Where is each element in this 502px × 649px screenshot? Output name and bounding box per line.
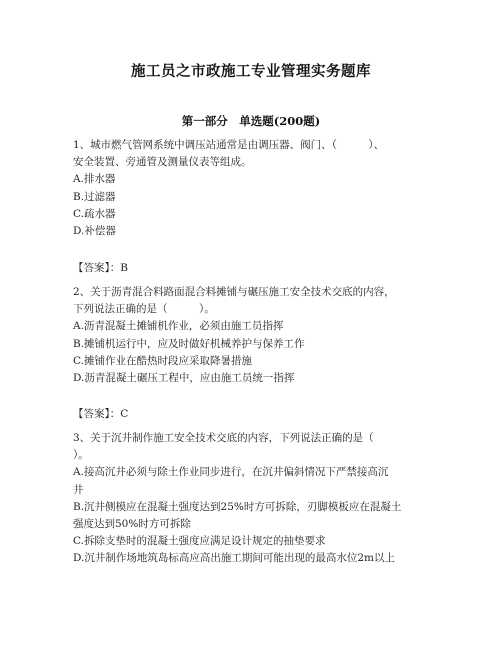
question-3-stem-line-1: 3、关于沉井制作施工安全技术交底的内容，下列说法正确的是（ [73,432,374,444]
question-2-option-c: C.摊铺作业在酷热时段应采取降暑措施 [73,354,252,367]
question-1-option-d: D.补偿器 [73,225,116,238]
question-3-stem-line-2: ）。 [73,449,89,462]
question-3-option-b-line-2: 强度达到50%时方可拆除 [73,518,191,531]
section-title: 第一部分 单选题(200题) [181,114,321,128]
question-3-option-d: D.沉井制作场地筑岛标高应高出施工期间可能出现的最高水位2m以上 [73,552,396,565]
question-2-stem-line-1: 2、关于沥青混合料路面混合料摊铺与碾压施工安全技术交底的内容， [73,286,395,298]
question-3-option-c: C.拆除支垫时的混凝土强度应满足设计规定的抽垫要求 [73,535,326,548]
question-1-option-c: C.疏水器 [73,207,116,220]
question-1-stem-line-2: 安全装置、旁通管及测量仪表等组成。 [73,156,252,169]
question-1-option-a: A.排水器 [73,173,116,186]
question-1-answer: 【答案】：B [73,262,128,274]
question-2-option-d: D.沥青混凝土碾压工程中，应由施工员统一指挥 [73,372,295,385]
question-3-option-b-line-1: B.沉井侧模应在混凝土强度达到25%时方可拆除，刃脚模板应在混凝土 [73,500,402,513]
question-2 [73,284,445,387]
question-3 [73,430,445,568]
question-3-option-a-line-1: A.接高沉井必须与除土作业同步进行，在沉井偏斜情况下严禁接高沉 [73,466,389,479]
question-2-answer: 【答案】：C [73,408,129,420]
question-1-option-b: B.过滤器 [73,190,116,203]
question-3-option-a-line-2: 井 [73,483,84,496]
question-1 [73,137,445,240]
question-1-stem-line-1: 1、城市燃气管网系统中调压站通常是由调压器、阀门、（ ）、 [73,139,385,151]
document-title: 施工员之市政施工专业管理实务题库 [131,63,371,80]
question-2-stem-line-2: 下列说法正确的是（ ）。 [73,303,215,316]
question-2-option-b: B.摊铺机运行中，应及时做好机械养护与保养工作 [73,337,305,350]
question-2-option-a: A.沥青混凝土摊铺机作业，必须由施工员指挥 [73,320,284,333]
